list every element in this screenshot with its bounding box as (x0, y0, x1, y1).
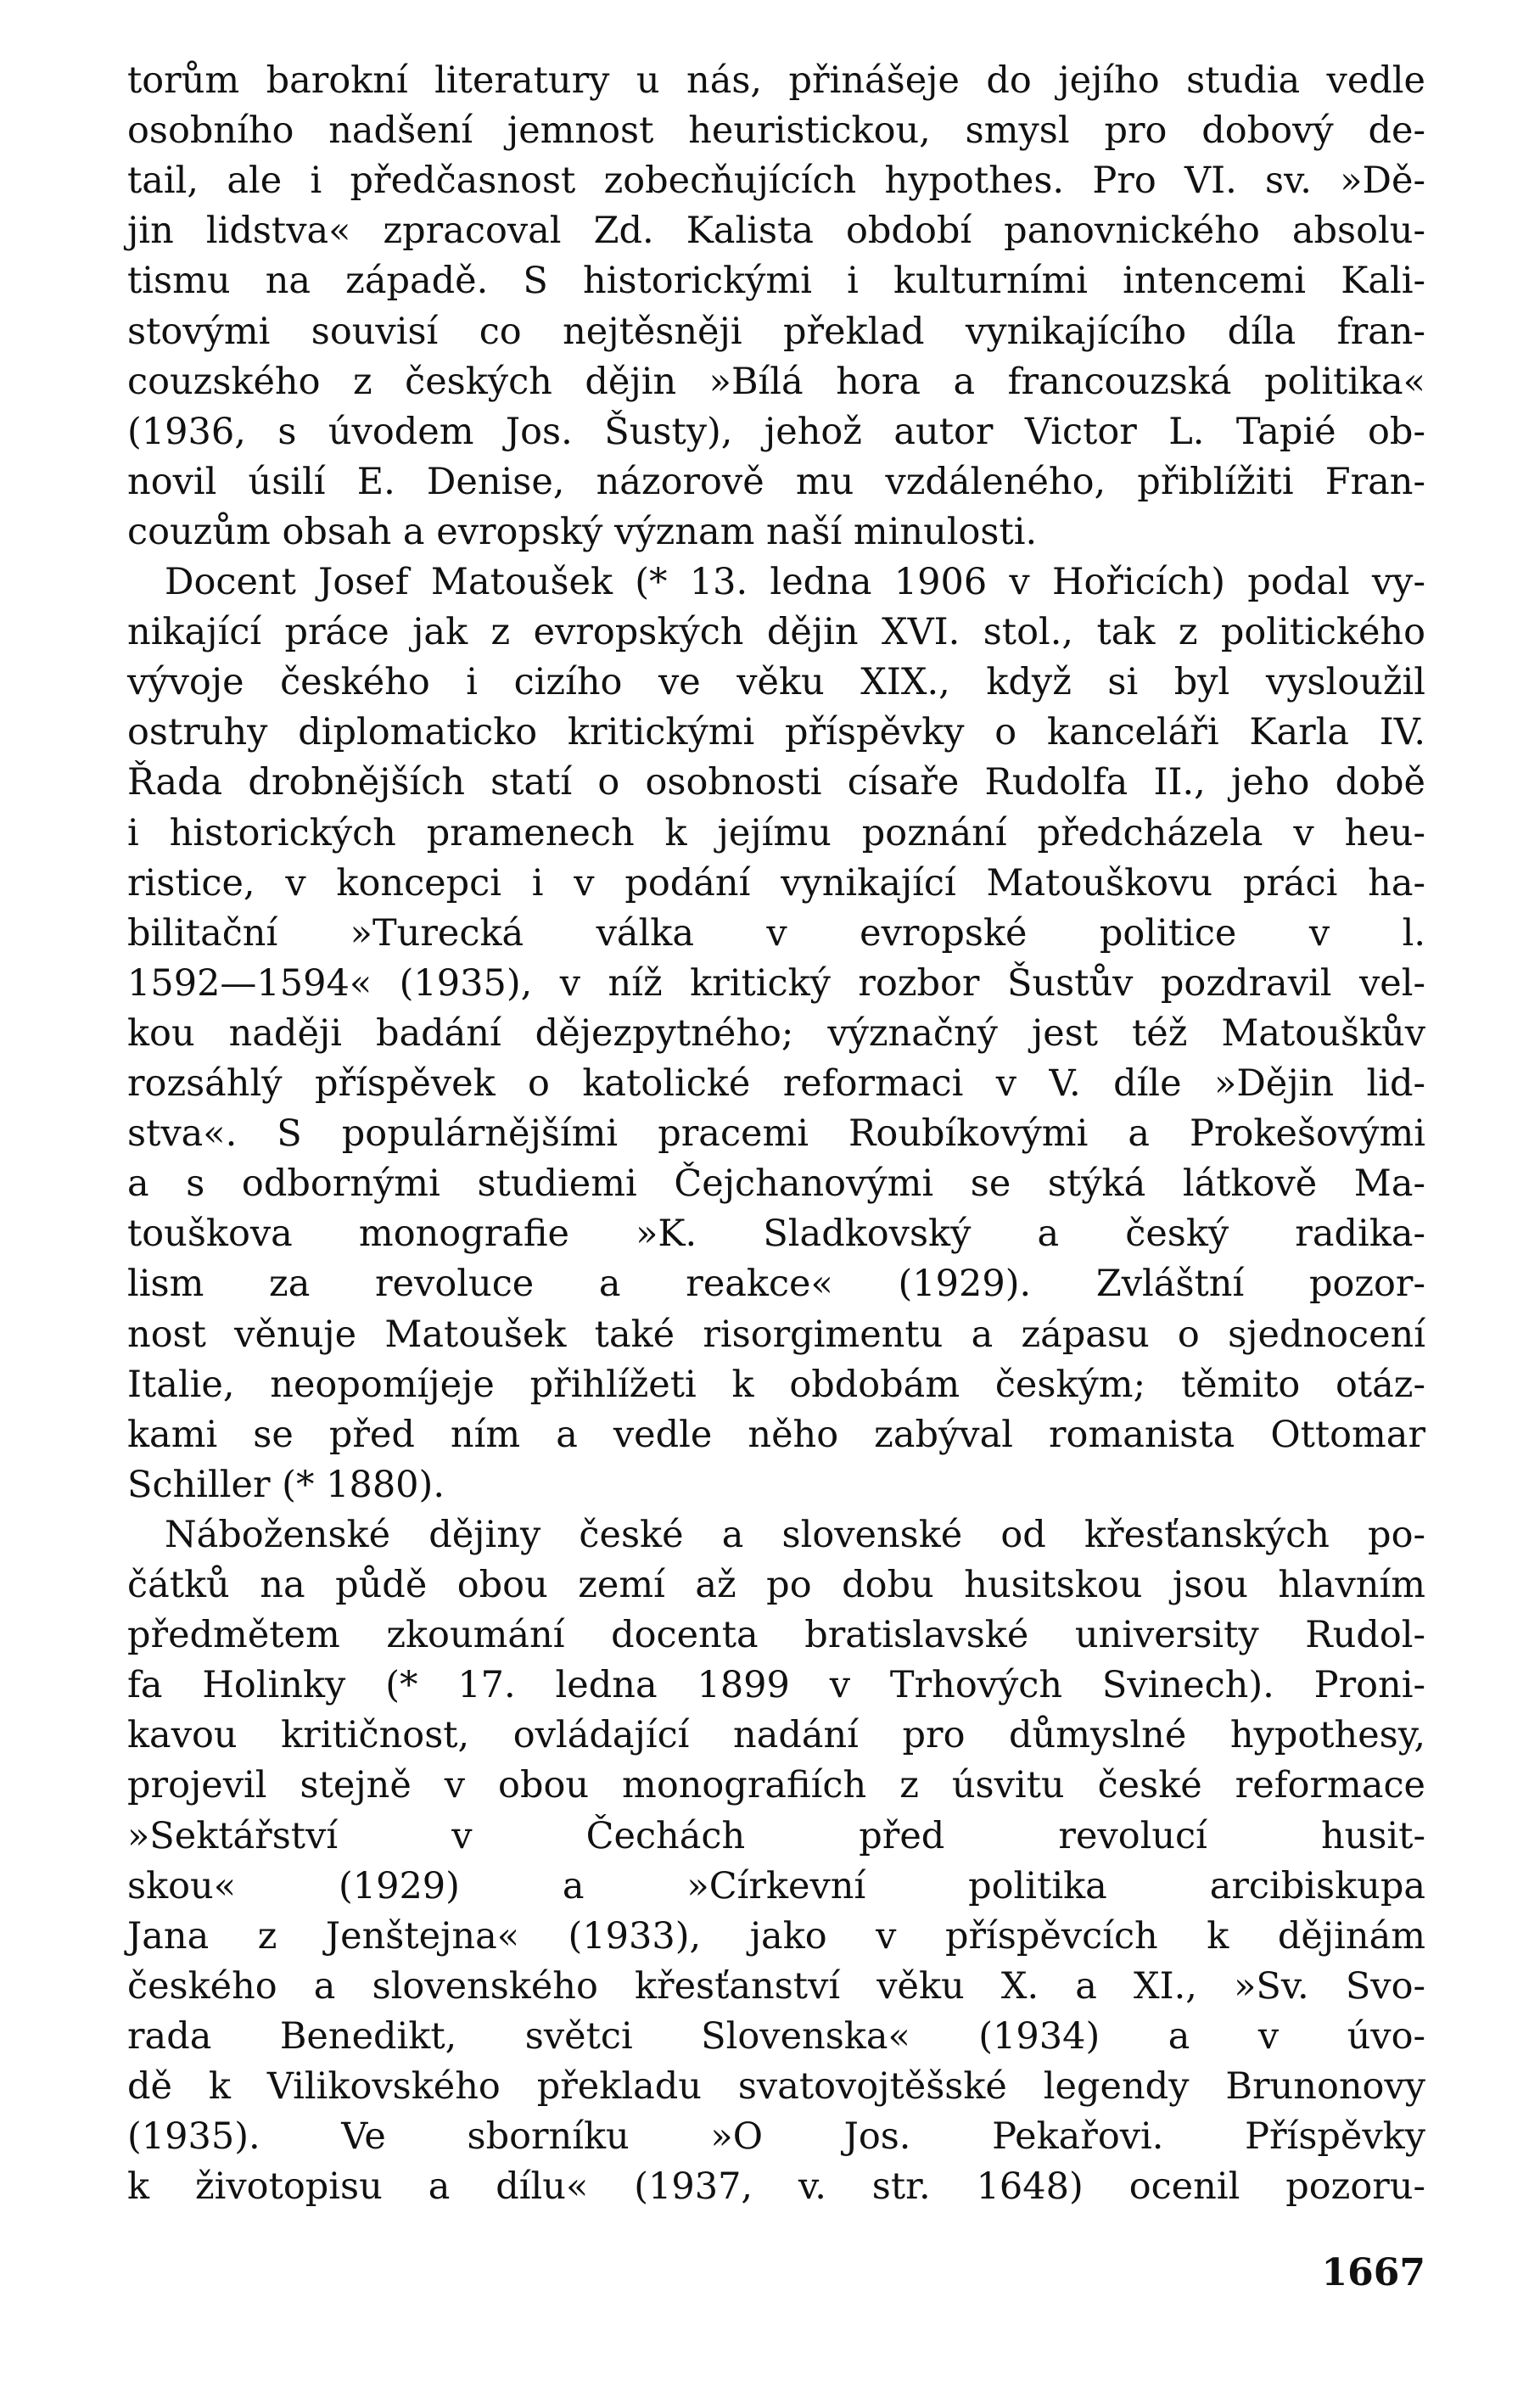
document-page (127, 53, 1425, 2344)
text-line: lism za revoluce a reakce« (1929). Zvláštní pozor- (127, 1263, 1425, 1306)
text-line: Náboženské dějiny české a slovenské od křesťanských po- (165, 1513, 1425, 1556)
text-line: Docent Josef Matoušek (* 13. ledna 1906 v Hořicích) podal vy- (165, 561, 1425, 603)
text-line: dě k Vilikovského překladu svatovojtěšské legendy Brunonovy (127, 2065, 1425, 2108)
text-line: touškova monografie »K. Sladkovský a český radika- (127, 1213, 1425, 1256)
text-line: a s odbornými studiemi Čejchanovými se stýká látkově Ma- (127, 1162, 1425, 1206)
text-line: ostruhy diplomaticko kritickými příspěvky o kanceláři Karla IV. (127, 711, 1425, 754)
text-line: (1935). Ve sborníku »O Jos. Pekařovi. Příspěvky (127, 2115, 1425, 2159)
text-line: rozsáhlý příspěvek o katolické reformaci v V. díle »Dějin lid- (127, 1062, 1425, 1105)
text-line: torům barokní literatury u nás, přinášeje do jejího studia vedle (127, 59, 1425, 102)
text-line: tail, ale i předčasnost zobecňujících hypothes. Pro VI. sv. »Dě- (127, 160, 1425, 203)
text-line: couzského z českých dějin »Bílá hora a francouzská politika« (127, 360, 1425, 403)
text-line: českého a slovenského křesťanství věku X. a XI., »Sv. Svo- (127, 1964, 1425, 2008)
text-line: i historických pramenech k jejímu poznání předcházela v heu- (127, 811, 1425, 854)
text-line: bilitační »Turecká válka v evropské politice v l. (127, 911, 1425, 955)
text-line: Řada drobnějších statí o osobnosti císaře Rudolfa II., jeho době (127, 761, 1425, 804)
text-line: čátků na půdě obou zemí až po dobu husitskou jsou hlavním (127, 1564, 1425, 1606)
text-line: skou« (1929) a »Církevní politika arcibiskupa (127, 1864, 1425, 1907)
text-line: »Sektářství v Čechách před revolucí husit- (127, 1814, 1425, 1857)
text-line: kavou kritičnost, ovládající nadání pro důmyslné hypothesy, (127, 1714, 1425, 1757)
text-line: Schiller (* 1880). (127, 1463, 445, 1506)
text-line: vývoje českého i cizího ve věku XIX., když si byl vysloužil (127, 661, 1425, 704)
text-line: novil úsilí E. Denise, názorově mu vzdáleného, přiblížiti Fran- (127, 460, 1425, 503)
text-line: stva«. S populárnějšími pracemi Roubíkovými a Prokešovými (127, 1112, 1425, 1156)
text-line: couzům obsah a evropský význam naší minulosti. (127, 510, 1038, 553)
text-line: 1592—1594« (1935), v níž kritický rozbor Šustův pozdravil vel- (127, 961, 1425, 1005)
text-line: tismu na západě. S historickými i kulturními intencemi Kali- (127, 260, 1425, 303)
text-line: předmětem zkoumání docenta bratislavské university Rudol- (127, 1614, 1425, 1657)
page-number: 1667 (1321, 2251, 1425, 2294)
text-line: kami se před ním a vedle něho zabýval romanista Ottomar (127, 1413, 1425, 1456)
text-line: (1936, s úvodem Jos. Šusty), jehož autor Victor L. Tapié ob- (127, 410, 1425, 453)
text-line: kou naději badání dějezpytného; význačný jest též Matouškův (127, 1011, 1425, 1055)
text-line: k životopisu a dílu« (1937, v. str. 1648) ocenil pozoru- (127, 2165, 1425, 2209)
text-line: fa Holinky (* 17. ledna 1899 v Trhových Svinech). Proni- (127, 1664, 1425, 1707)
text-line: rada Benedikt, světci Slovenska« (1934) a v úvo- (127, 2014, 1425, 2058)
text-line: nikající práce jak z evropských dějin XVI. stol., tak z politického (127, 611, 1425, 654)
text-line: jin lidstva« zpracoval Zd. Kalista období panovnického absolu- (127, 210, 1425, 253)
text-line: Italie, neopomíjeje přihlížeti k obdobám českým; těmito otáz- (127, 1363, 1425, 1406)
text-line: osobního nadšení jemnost heuristickou, smysl pro dobový de- (127, 109, 1425, 153)
text-line: stovými souvisí co nejtěsněji překlad vynikajícího díla fran- (127, 310, 1425, 353)
text-line: nost věnuje Matoušek také risorgimentu a zápasu o sjednocení (127, 1313, 1425, 1356)
text-line: projevil stejně v obou monografiích z úsvitu české reformace (127, 1764, 1425, 1807)
text-line: ristice, v koncepci i v podání vynikající Matouškovu práci ha- (127, 861, 1425, 905)
text-line: Jana z Jenštejna« (1933), jako v příspěvcích k dějinám (127, 1914, 1425, 1958)
